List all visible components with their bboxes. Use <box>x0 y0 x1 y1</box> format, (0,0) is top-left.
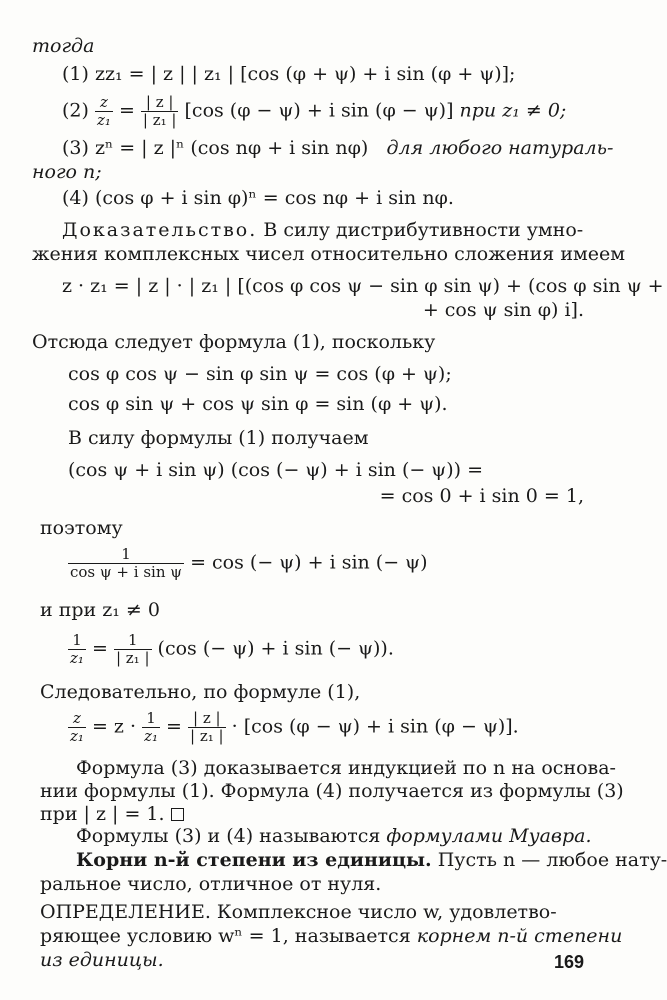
fraction-z-z1-b: $\frac{z}{\text{z₁}}$ <box>70 709 84 745</box>
proof-line-1: Доказательство. В силу дистрибутивности умно- <box>62 219 584 241</box>
formula-2: (2) $\frac{z}{\text{z₁}}$ = $\frac{| z |}{\text{| z₁ |}}$ [cos (φ − ψ) + i sin (φ − ψ)] при z₁ ≠ 0; <box>62 93 567 129</box>
reciprocal-formula: $\frac{1}{\text{z₁}}$ = $\frac{1}{\text{| z₁ |}}$ (cos (− ψ) + i sin (− ψ)). <box>70 631 394 667</box>
definition-line-3: из единицы. <box>40 949 164 971</box>
equation-expansion-b: + cos ψ sin φ) i]. <box>422 299 584 321</box>
by-formula-line: В силу формулы (1) получаем <box>68 427 369 449</box>
fraction-1-z1-b: $\frac{1}{\text{z₁}}$ <box>144 709 158 745</box>
fraction-z-z1: $\frac{z}{\text{z₁}}$ <box>96 93 111 129</box>
page-number: 169 <box>553 952 584 972</box>
formula-2-label: (2) <box>62 99 89 122</box>
therefore-line: поэтому <box>40 517 123 539</box>
qed-box <box>171 808 184 821</box>
roots-heading-line: Корни n-й степени из единицы. Пусть n — любое нату- <box>76 849 667 871</box>
proof-line-2: жения комплексных чисел относительно сложения имеем <box>32 243 626 265</box>
consequently-line: Следовательно, по формуле (1), <box>40 681 361 703</box>
identity-sin: cos φ sin ψ + cos ψ sin φ = sin (φ + ψ). <box>68 393 448 415</box>
formula-3-tail: ного n; <box>32 161 102 183</box>
and-when-line: и при z₁ ≠ 0 <box>40 599 160 621</box>
fraction-1-z1: $\frac{1}{\text{z₁}}$ <box>70 631 84 667</box>
definition-line-1: ОПРЕДЕЛЕНИЕ. Комплексное число w, удовлетво- <box>40 901 557 923</box>
formula-3: (3) zⁿ = | z |ⁿ (cos nφ + i sin nφ) для любого натураль- <box>62 137 614 159</box>
roots-line-2: ральное число, отличное от нуля. <box>40 873 382 895</box>
formula-4: (4) (cos φ + i sin φ)ⁿ = cos nφ + i sin nφ. <box>62 187 454 209</box>
equation-expansion-a: z · z₁ = | z | · | z₁ | [(cos φ cos ψ − sin φ sin ψ) + (cos φ sin ψ + <box>62 275 664 297</box>
formula-1: (1) zz₁ = | z | | z₁ | [cos (φ + ψ) + i sin (φ + ψ)]; <box>62 63 516 85</box>
hence-line: Отсюда следует формула (1), поскольку <box>32 331 436 353</box>
fraction-inverse: $\frac{1}{\text{cos ψ + i sin ψ}}$ <box>70 545 183 581</box>
fraction-modz-modz1: $\frac{| z |}{\text{| z₁ |}}$ <box>190 709 224 745</box>
product-line-1: (cos ψ + i sin ψ) (cos (− ψ) + i sin (− ψ)) = <box>68 459 483 481</box>
definition-line-2: ряющее условию wⁿ = 1, называется корнем n-й степени <box>40 925 623 947</box>
paragraph-formula3-b: нии формулы (1). Формула (4) получается из формулы (3) <box>40 780 624 802</box>
product-line-2: = cos 0 + i sin 0 = 1, <box>379 485 584 507</box>
fraction-1-modz1: $\frac{1}{\text{| z₁ |}}$ <box>115 631 150 667</box>
identity-cos: cos φ cos ψ − sin φ sin ψ = cos (φ + ψ); <box>68 363 452 385</box>
fraction-mod: $\frac{| z |}{\text{| z₁ |}}$ <box>142 93 177 129</box>
paragraph-formula3-a: Формула (3) доказывается индукцией по n на основа- <box>76 757 616 779</box>
inverse-formula: $\frac{1}{\text{cos ψ + i sin ψ}}$ = cos (− ψ) + i sin (− ψ) <box>70 545 428 581</box>
moivre-line: Формулы (3) и (4) называются формулами Муавра. <box>76 825 592 847</box>
quotient-formula: $\frac{z}{\text{z₁}}$ = z · $\frac{1}{\text{z₁}}$ = $\frac{| z |}{\text{| z₁ |}}$ · [cos (φ − ψ) + i sin (φ − ψ)]. <box>70 709 519 745</box>
word-togda: тогда <box>32 35 95 57</box>
paragraph-formula3-c: при | z | = 1. <box>40 802 184 826</box>
